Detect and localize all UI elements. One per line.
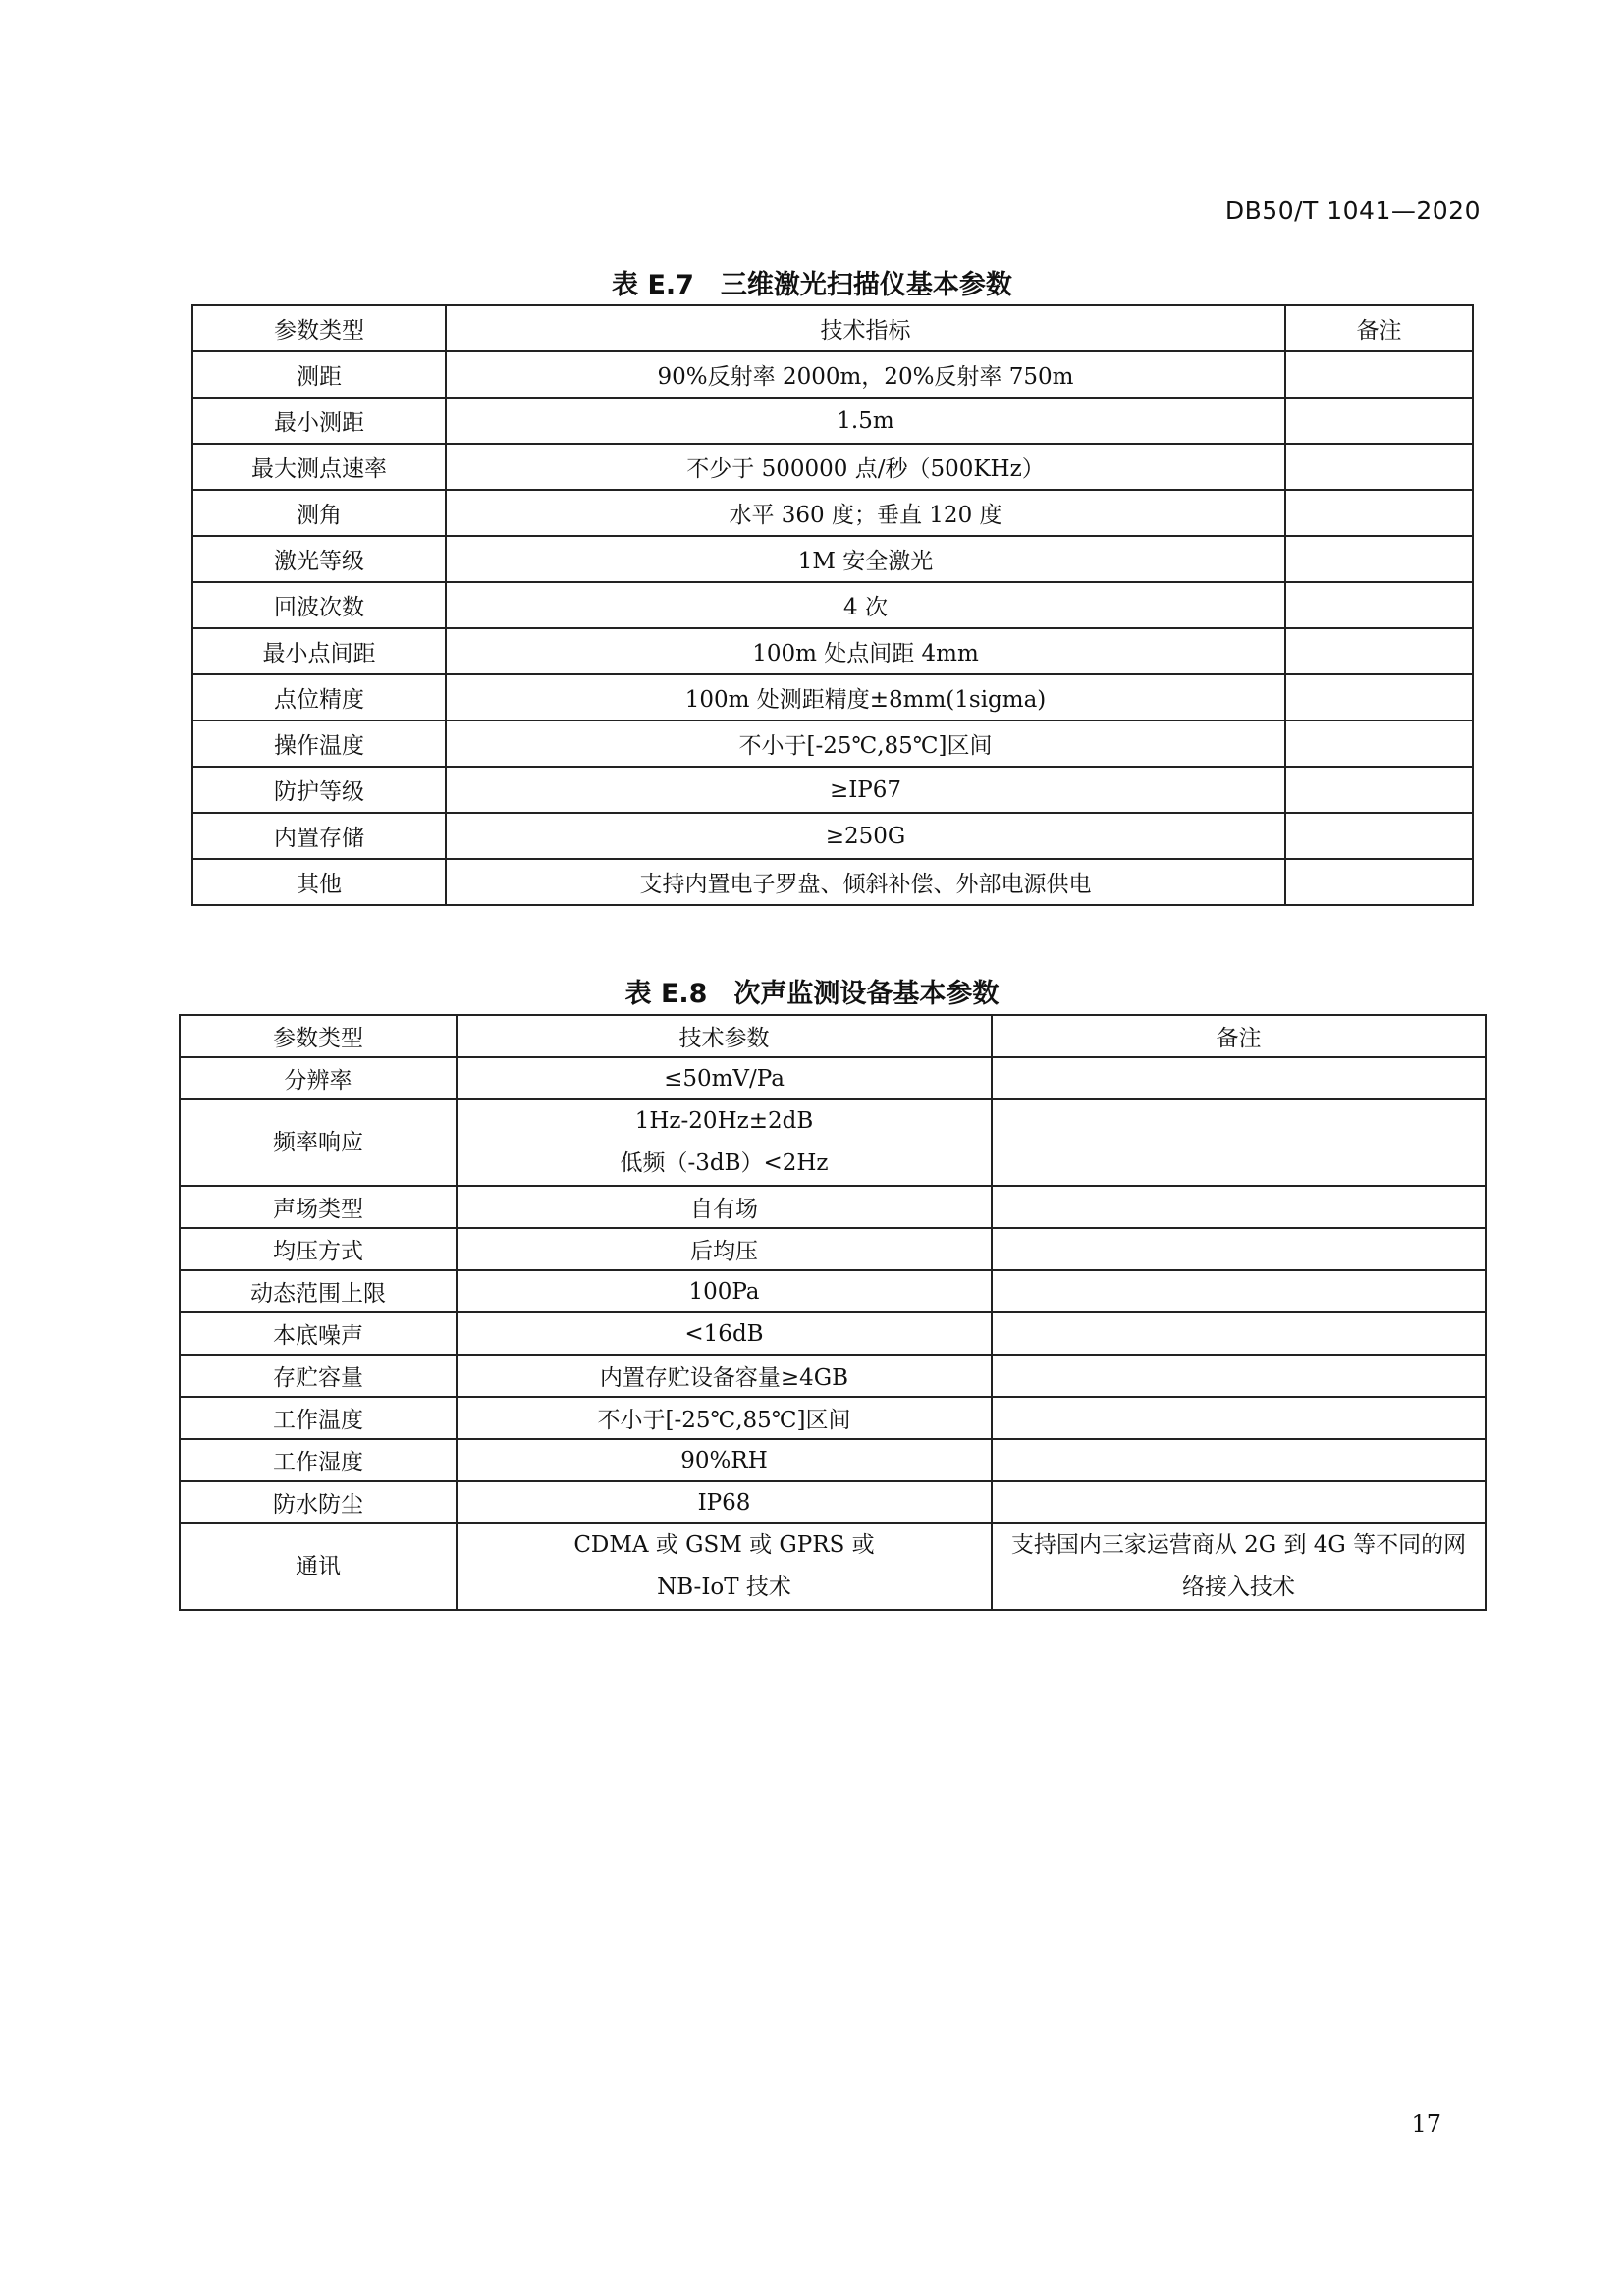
spec-line: <16dB (684, 1320, 764, 1347)
note-cell (1285, 674, 1473, 721)
spec-line: 后均压 (690, 1239, 758, 1264)
spec-cell: 100m 处测距精度±8mm(1sigma) (446, 674, 1285, 721)
spec-cell: 100m 处点间距 4mm (446, 628, 1285, 674)
param-cell: 操作温度 (192, 721, 446, 767)
table-e8-caption: 表 E.8 次声监测设备基本参数 (624, 979, 1000, 1009)
spec-cell (457, 1228, 992, 1270)
spec-cell: 水平 360 度；垂直 120 度 (446, 490, 1285, 536)
param-cell: 最大测点速率 (192, 444, 446, 490)
param-cell: 存贮容量 (180, 1355, 457, 1397)
table-row (180, 1397, 1486, 1439)
spec-line: 内置存贮设备容量≥4GB (599, 1365, 849, 1391)
spec-line: 90%RH (680, 1447, 768, 1473)
param-cell: 回波次数 (192, 582, 446, 628)
note-cell (992, 1481, 1486, 1523)
param-cell: 点位精度 (192, 674, 446, 721)
spec-cell: 1.5m (446, 398, 1285, 444)
table-row (180, 1481, 1486, 1523)
spec-cell: ≥250G (446, 813, 1285, 859)
table-header-row (180, 1015, 1486, 1057)
note-cell (1285, 582, 1473, 628)
param-cell: 最小测距 (192, 398, 446, 444)
param-cell: 防水防尘 (180, 1481, 457, 1523)
spec-line: CDMA 或 GSM 或 GPRS 或 (573, 1532, 875, 1558)
note-cell (1285, 490, 1473, 536)
table-e7-laser-scanner (191, 304, 1474, 906)
spec-line: 自有场 (690, 1197, 758, 1222)
spec-cell (457, 1355, 992, 1397)
param-cell: 本底噪声 (180, 1312, 457, 1355)
spec-line: IP68 (697, 1489, 751, 1516)
spec-line: 100Pa (688, 1278, 760, 1305)
note-cell (1285, 398, 1473, 444)
note-cell (1285, 859, 1473, 905)
spec-cell (457, 1397, 992, 1439)
note-cell (992, 1057, 1486, 1099)
spec-cell: 不少于 500000 点/秒（500KHz） (446, 444, 1285, 490)
param-cell: 分辨率 (180, 1057, 457, 1099)
note-cell (992, 1523, 1486, 1610)
table-row (192, 813, 1473, 859)
note-cell (1285, 536, 1473, 582)
note-cell (992, 1355, 1486, 1397)
note-cell (1285, 628, 1473, 674)
spec-cell (457, 1186, 992, 1228)
note-line: 络接入技术 (1182, 1575, 1295, 1600)
note-cell (1285, 813, 1473, 859)
param-cell: 激光等级 (192, 536, 446, 582)
table-row (180, 1228, 1486, 1270)
param-cell: 工作湿度 (180, 1439, 457, 1481)
note-line: 支持国内三家运营商从 2G 到 4G 等不同的网 (1010, 1532, 1467, 1558)
spec-cell: 1M 安全激光 (446, 536, 1285, 582)
param-cell: 频率响应 (180, 1099, 457, 1186)
note-cell (992, 1186, 1486, 1228)
table-row (192, 628, 1473, 674)
note-cell (1285, 721, 1473, 767)
spec-cell (457, 1057, 992, 1099)
spec-cell (457, 1439, 992, 1481)
table-row (192, 767, 1473, 813)
table-row (180, 1099, 1486, 1186)
spec-line: NB-IoT 技术 (657, 1575, 791, 1600)
note-cell (992, 1228, 1486, 1270)
spec-line: ≤50mV/Pa (664, 1065, 785, 1092)
param-cell: 测距 (192, 351, 446, 398)
param-cell: 其他 (192, 859, 446, 905)
table-row (180, 1186, 1486, 1228)
column-header-spec: 技术参数 (457, 1015, 992, 1057)
table-row (180, 1057, 1486, 1099)
table-row (192, 674, 1473, 721)
spec-cell (457, 1270, 992, 1312)
column-header-spec: 技术指标 (446, 305, 1285, 351)
spec-cell: ≥IP67 (446, 767, 1285, 813)
spec-cell (457, 1481, 992, 1523)
table-row (180, 1523, 1486, 1610)
param-cell: 通讯 (180, 1523, 457, 1610)
table-row (192, 398, 1473, 444)
table-row (192, 721, 1473, 767)
table-row (180, 1439, 1486, 1481)
note-cell (992, 1099, 1486, 1186)
spec-line: 1Hz-20Hz±2dB (634, 1108, 814, 1134)
table-row (192, 859, 1473, 905)
table-row (180, 1270, 1486, 1312)
table-row (192, 536, 1473, 582)
spec-cell (457, 1312, 992, 1355)
table-row (192, 444, 1473, 490)
column-header-note: 备注 (1285, 305, 1473, 351)
table-e7-caption: 表 E.7 三维激光扫描仪基本参数 (612, 270, 1012, 300)
table-row (180, 1312, 1486, 1355)
param-cell: 动态范围上限 (180, 1270, 457, 1312)
table-header-row (192, 305, 1473, 351)
spec-line: 不小于[-25℃,85℃]区间 (597, 1408, 851, 1433)
param-cell: 均压方式 (180, 1228, 457, 1270)
spec-line: 低频（-3dB）<2Hz (620, 1150, 829, 1176)
note-cell (992, 1397, 1486, 1439)
param-cell: 工作温度 (180, 1397, 457, 1439)
table-row (192, 351, 1473, 398)
param-cell: 最小点间距 (192, 628, 446, 674)
spec-cell: 90%反射率 2000m，20%反射率 750m (446, 351, 1285, 398)
note-cell (992, 1270, 1486, 1312)
param-cell: 防护等级 (192, 767, 446, 813)
table-row (192, 582, 1473, 628)
param-cell: 声场类型 (180, 1186, 457, 1228)
note-cell (992, 1439, 1486, 1481)
page-number: 17 (1411, 2110, 1441, 2138)
note-cell (1285, 351, 1473, 398)
column-header-param: 参数类型 (180, 1015, 457, 1057)
spec-cell: 支持内置电子罗盘、倾斜补偿、外部电源供电 (446, 859, 1285, 905)
note-cell (1285, 767, 1473, 813)
table-row (192, 490, 1473, 536)
spec-cell (457, 1099, 992, 1186)
spec-cell: 不小于[-25℃,85℃]区间 (446, 721, 1285, 767)
table-row (180, 1355, 1486, 1397)
note-cell (992, 1312, 1486, 1355)
column-header-note: 备注 (992, 1015, 1486, 1057)
table-e8-infrasound-monitor (179, 1014, 1487, 1611)
param-cell: 内置存储 (192, 813, 446, 859)
param-cell: 测角 (192, 490, 446, 536)
spec-cell: 4 次 (446, 582, 1285, 628)
document-code: DB50/T 1041—2020 (1224, 196, 1481, 225)
note-cell (1285, 444, 1473, 490)
spec-cell (457, 1523, 992, 1610)
column-header-param: 参数类型 (192, 305, 446, 351)
